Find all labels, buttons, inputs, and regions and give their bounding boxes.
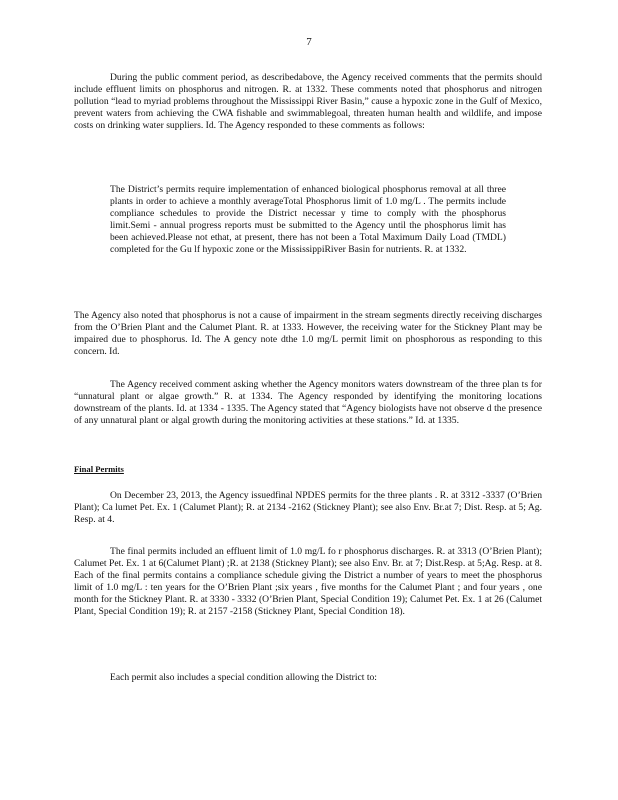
section-heading-final-permits: Final Permits xyxy=(74,464,124,474)
paragraph-public-comment: During the public comment period, as describedabove, the Agency received comments that the permits should include effluent limits on phosphorus and nitrogen. R. at 1332. These comments noted that phosphorus and nitrogen pollution “lead to myriad problems throughout the Mississippi River Basin,” cause a hypoxic zone in the Gulf of Mexico, prevent waters from achieving the CWA fishable and swimmablegoal, threaten human health and wildlife, and impose costs on drinking water suppliers. Id. The Agency responded to these comments as follows: xyxy=(74,72,542,132)
paragraph-effluent-limit: The final permits included an effluent limit of 1.0 mg/L fo r phosphorus discharges. R. at 3313 (O’Brien Plant); Calumet Pet. Ex. 1 at 6(Calumet Plant) ;R. at 2138 (Stickney Plant); see also Env. Br. at 7; Dist.Resp. at 5;Ag. Resp. at 8. Each of the final permits contains a compliance schedule giving the District a number of years to meet the phosphorus limit of 1.0 mg/L : ten years for the O’Brien Plant ;six years , five months for the Calumet Plant ; and four years , one month for the Stickney Plant. R. at 3330 - 3332 (O’Brien Plant, Special Condition 19); Calumet Pet. Ex. 1 at 26 (Calumet Plant, Special Condition 19); R. at 2157 -2158 (Stickney Plant, Special Condition 18). xyxy=(74,546,542,618)
paragraph-phosphorus-impairment: The Agency also noted that phosphorus is not a cause of impairment in the stream segments directly receiving discharges from the O’Brien Plant and the Calumet Plant. R. at 1333. However, the receiving water for the Stickney Plant may be impaired due to phosphorus. Id. The A gency note dthe 1.0 mg/L permit limit on phosphorous as responding to this concern. Id. xyxy=(74,310,542,358)
page-number: 7 xyxy=(306,36,312,48)
block-quote-agency-response: The District’s permits require implementation of enhanced biological phosphorus removal at all three plants in order to achieve a monthly averageTotal Phosphorus limit of 1.0 mg/L . The permits include compliance schedules to provide the District necessar y time to comply with the phosphorus limit.Semi - annual progress reports must be submitted to the Agency until the phosphorus limit has been achieved.Please not ethat, at present, there has not been a Total Maximum Daily Load (TMDL) completed for the Gu lf hypoxic zone or the MississippiRiver Basin for nutrients. R. at 1332. xyxy=(110,184,506,256)
paragraph-special-condition: Each permit also includes a special condition allowing the District to: xyxy=(110,672,377,683)
paragraph-final-permits-issued: On December 23, 2013, the Agency issuedfinal NPDES permits for the three plants . R. at 3312 -3337 (O’Brien Plant); Ca lumet Pet. Ex. 1 (Calumet Plant); R. at 2134 -2162 (Stickney Plant); see also Env. Br.at 7; Dist. Resp. at 5; Ag. Resp. at 4. xyxy=(74,490,542,526)
paragraph-downstream-monitoring: The Agency received comment asking whether the Agency monitors waters downstream of the three plan ts for “unnatural plant or algae growth.” R. at 1334. The Agency responded by identifying the monitoring locations downstream of the plants. Id. at 1334 - 1335. The Agency stated that “Agency biologists have not observe d the presence of any unnatural plant or algal growth during the monitoring activities at these stations.” Id. at 1335. xyxy=(74,379,542,427)
